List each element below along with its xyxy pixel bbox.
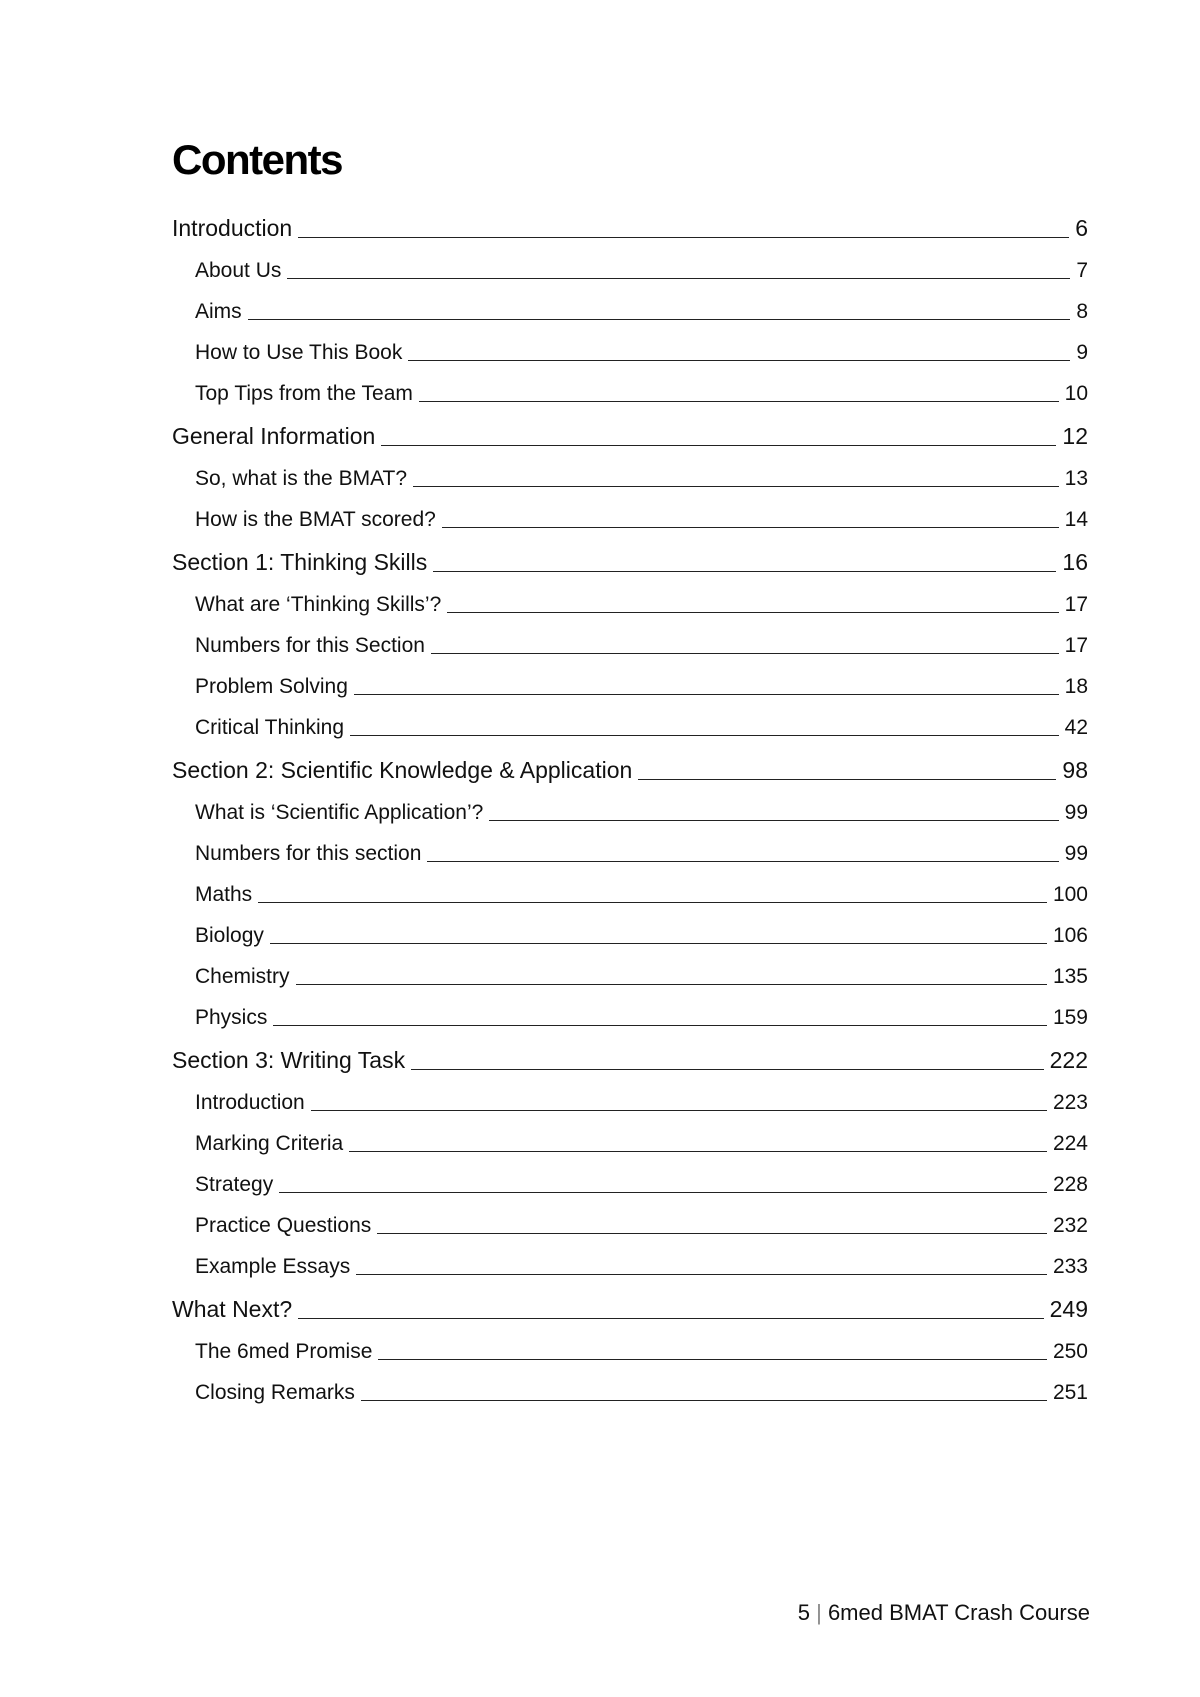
toc-subsection-entry[interactable] — [195, 793, 1088, 825]
toc-subsection-entry[interactable] — [195, 333, 1088, 365]
toc-entry-label: Strategy — [195, 1173, 274, 1196]
toc-entry-page-number: 14 — [1064, 508, 1088, 531]
toc-entry-page-number: 228 — [1052, 1173, 1088, 1196]
toc-leader-line — [279, 1192, 1047, 1193]
toc-section-entry[interactable] — [172, 1042, 1088, 1074]
toc-entry-label: Closing Remarks — [195, 1381, 355, 1404]
toc-entry-label: Section 2: Scientific Knowledge & Application — [172, 757, 633, 783]
toc-subsection-entry[interactable] — [195, 708, 1088, 740]
toc-entry-label: What Next? — [172, 1296, 293, 1322]
toc-leader-line — [638, 779, 1056, 780]
toc-leader-line — [298, 237, 1069, 238]
toc-subsection-entry[interactable] — [195, 1373, 1088, 1405]
toc-entry-page-number: 249 — [1049, 1296, 1088, 1322]
toc-leader-line — [413, 486, 1059, 487]
toc-entry-page-number: 6 — [1075, 215, 1088, 241]
toc-leader-line — [447, 612, 1058, 613]
toc-entry-page-number: 13 — [1064, 467, 1088, 490]
toc-entry-page-number: 99 — [1064, 801, 1088, 824]
toc-entry-label: How to Use This Book — [195, 341, 403, 364]
toc-entry-page-number: 10 — [1064, 382, 1088, 405]
toc-leader-line — [408, 360, 1070, 361]
toc-subsection-entry[interactable] — [195, 1206, 1088, 1238]
toc-entry-label: The 6med Promise — [195, 1340, 373, 1363]
toc-leader-line — [419, 401, 1059, 402]
toc-entry-page-number: 233 — [1052, 1255, 1088, 1278]
toc-leader-line — [350, 735, 1059, 736]
toc-subsection-entry[interactable] — [195, 292, 1088, 324]
toc-entry-label: What are ‘Thinking Skills’? — [195, 593, 442, 616]
toc-subsection-entry[interactable] — [195, 1332, 1088, 1364]
toc-entry-page-number: 222 — [1049, 1047, 1088, 1073]
toc-leader-line — [361, 1400, 1047, 1401]
toc-leader-line — [356, 1274, 1047, 1275]
toc-leader-line — [354, 694, 1059, 695]
toc-entry-page-number: 7 — [1076, 259, 1088, 282]
toc-leader-line — [431, 653, 1059, 654]
toc-section-entry[interactable] — [172, 1291, 1088, 1323]
toc-section-entry[interactable] — [172, 210, 1088, 242]
toc-leader-line — [489, 820, 1058, 821]
toc-leader-line — [273, 1025, 1047, 1026]
toc-entry-label: Numbers for this Section — [195, 634, 425, 657]
footer-separator: | — [816, 1600, 822, 1625]
toc-entry-page-number: 106 — [1052, 924, 1088, 947]
toc-entry-label: Physics — [195, 1006, 268, 1029]
toc-entry-label: So, what is the BMAT? — [195, 467, 408, 490]
toc-subsection-entry[interactable] — [195, 374, 1088, 406]
toc-subsection-entry[interactable] — [195, 916, 1088, 948]
toc-entry-page-number: 17 — [1064, 593, 1088, 616]
toc-entry-page-number: 12 — [1062, 423, 1088, 449]
toc-entry-label: How is the BMAT scored? — [195, 508, 436, 531]
toc-section-entry[interactable] — [172, 418, 1088, 450]
toc-entry-page-number: 250 — [1052, 1340, 1088, 1363]
toc-entry-page-number: 135 — [1052, 965, 1088, 988]
toc-subsection-entry[interactable] — [195, 834, 1088, 866]
toc-entry-label: What is ‘Scientific Application’? — [195, 801, 484, 824]
toc-subsection-entry[interactable] — [195, 875, 1088, 907]
page-footer — [798, 1600, 1090, 1626]
toc-entry-label: Biology — [195, 924, 264, 947]
toc-entry-label: Section 3: Writing Task — [172, 1047, 406, 1073]
toc-leader-line — [298, 1318, 1043, 1319]
footer-page-number: 5 — [797, 1600, 810, 1625]
toc-leader-line — [377, 1233, 1047, 1234]
toc-entry-page-number: 251 — [1052, 1381, 1088, 1404]
toc-entry-label: Example Essays — [195, 1255, 351, 1278]
toc-entry-page-number: 159 — [1052, 1006, 1088, 1029]
toc-leader-line — [296, 984, 1047, 985]
toc-subsection-entry[interactable] — [195, 1124, 1088, 1156]
toc-entry-label: Problem Solving — [195, 675, 348, 698]
toc-entry-page-number: 9 — [1076, 341, 1088, 364]
toc-entry-label: About Us — [195, 259, 282, 282]
toc-subsection-entry[interactable] — [195, 1165, 1088, 1197]
toc-entry-page-number: 223 — [1052, 1091, 1088, 1114]
toc-entry-label: Maths — [195, 883, 253, 906]
toc-entry-label: Numbers for this section — [195, 842, 422, 865]
toc-entry-label: Chemistry — [195, 965, 290, 988]
toc-entry-page-number: 42 — [1064, 716, 1088, 739]
toc-entry-page-number: 100 — [1052, 883, 1088, 906]
page-title: Contents — [172, 136, 342, 183]
toc-leader-line — [433, 571, 1056, 572]
toc-leader-line — [248, 319, 1071, 320]
toc-entry-page-number: 8 — [1076, 300, 1088, 323]
toc-entry-page-number: 224 — [1052, 1132, 1088, 1155]
toc-leader-line — [411, 1069, 1044, 1070]
toc-leader-line — [381, 445, 1056, 446]
toc-leader-line — [270, 943, 1047, 944]
toc-subsection-entry[interactable] — [195, 998, 1088, 1030]
toc-subsection-entry[interactable] — [195, 626, 1088, 658]
toc-entry-page-number: 18 — [1064, 675, 1088, 698]
toc-leader-line — [258, 902, 1047, 903]
toc-subsection-entry[interactable] — [195, 1247, 1088, 1279]
toc-entry-label: Practice Questions — [195, 1214, 372, 1237]
toc-leader-line — [427, 861, 1058, 862]
toc-entry-label: Critical Thinking — [195, 716, 344, 739]
toc-section-entry[interactable] — [172, 752, 1088, 784]
toc-entry-label: Section 1: Thinking Skills — [172, 549, 428, 575]
toc-subsection-entry[interactable] — [195, 1083, 1088, 1115]
toc-subsection-entry[interactable] — [195, 459, 1088, 491]
toc-leader-line — [378, 1359, 1047, 1360]
toc-leader-line — [442, 527, 1059, 528]
toc-entry-label: General Information — [172, 423, 376, 449]
toc-subsection-entry[interactable] — [195, 500, 1088, 532]
toc-entry-label: Introduction — [172, 215, 293, 241]
toc-subsection-entry[interactable] — [195, 667, 1088, 699]
toc-entry-label: Marking Criteria — [195, 1132, 344, 1155]
toc-leader-line — [311, 1110, 1047, 1111]
toc-entry-label: Introduction — [195, 1091, 305, 1114]
footer-book-title: 6med BMAT Crash Course — [827, 1600, 1090, 1625]
toc-entry-label: Aims — [195, 300, 242, 323]
toc-entry-label: Top Tips from the Team — [195, 382, 413, 405]
toc-leader-line — [349, 1151, 1047, 1152]
toc-subsection-entry[interactable] — [195, 957, 1088, 989]
toc-subsection-entry[interactable] — [195, 251, 1088, 283]
toc-leader-line — [287, 278, 1070, 279]
toc-entry-page-number: 17 — [1064, 634, 1088, 657]
toc-entry-page-number: 98 — [1062, 757, 1088, 783]
toc-entry-page-number: 99 — [1064, 842, 1088, 865]
toc-subsection-entry[interactable] — [195, 585, 1088, 617]
toc-entry-page-number: 16 — [1062, 549, 1088, 575]
toc-entry-page-number: 232 — [1052, 1214, 1088, 1237]
toc-section-entry[interactable] — [172, 544, 1088, 576]
